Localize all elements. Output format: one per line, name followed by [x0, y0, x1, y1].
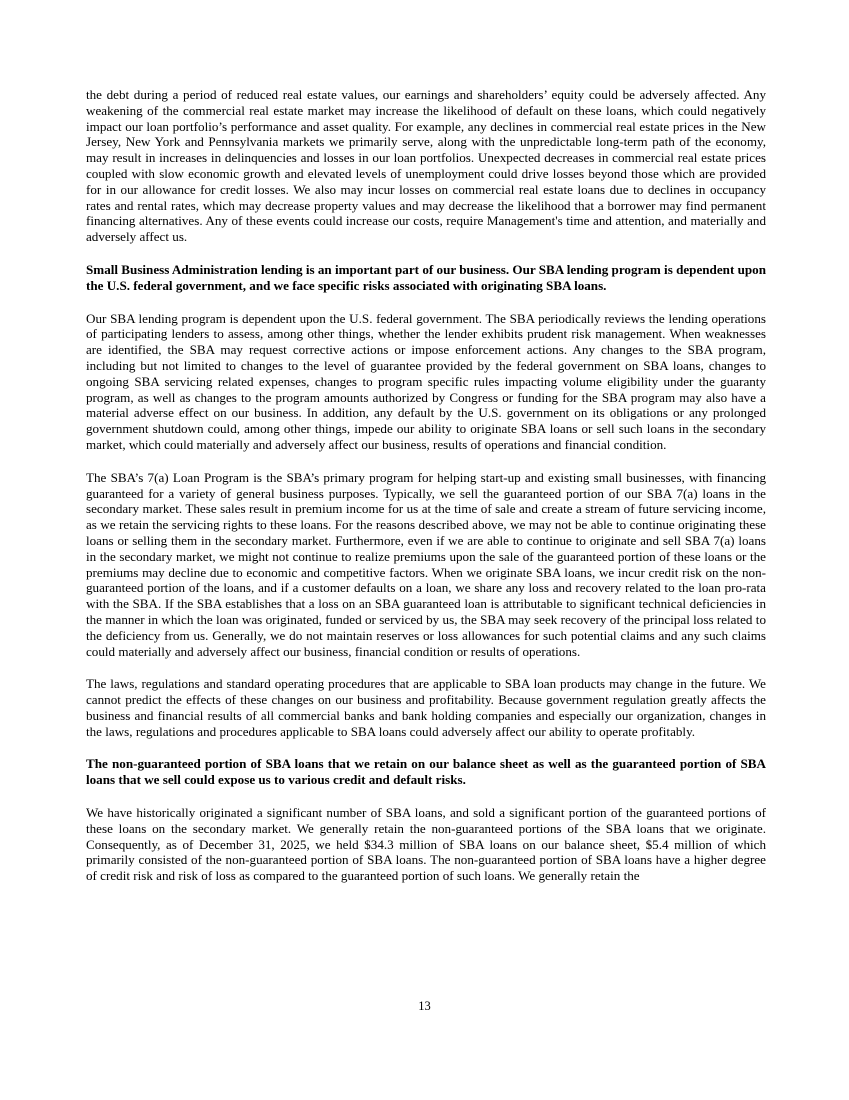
page-number: 13 — [418, 999, 431, 1013]
heading-sba-lending-risk: Small Business Administration lending is an important part of our business. Our SBA lending program is dependent upon the U.S. federal government, and we face specific risks associated with originating SBA loans. — [86, 261, 766, 293]
paragraph-sba-balance-sheet-holdings: We have historically originated a significant number of SBA loans, and sold a significant portion of the guaranteed portions of these loans on the secondary market. We generally retain the non-guaranteed portions of the SBA loans that we originate. Consequently, as of December 31, 2025, we held $34.3 million of SBA loans on our balance sheet, $5.4 million of which primarily consisted of the non-guaranteed portion of SBA loans. The non-guaranteed portion of SBA loans have a higher degree of credit risk and risk of loss as compared to the guaranteed portion of such loans. We generally retain the — [86, 805, 766, 884]
paragraph-sba-program-dependence: Our SBA lending program is dependent upon the U.S. federal government. The SBA periodically reviews the lending operations of participating lenders to assess, among other things, whether the lender exhibits prudent risk management. When weaknesses are identified, the SBA may request corrective actions or impose enforcement actions. Any changes to the SBA program, including but not limited to changes to the level of guarantee provided by the federal government on SBA loans, changes to ongoing SBA servicing related expenses, changes to program specific rules impacting volume eligibility under the guaranty program, as well as changes to the program amounts authorized by Congress or funding for the SBA program may also have a material adverse effect on our business. In addition, any default by the U.S. government on its obligations or any prolonged government shutdown could, among other things, impede our ability to originate SBA loans or sell such loans in the secondary market, which could materially and adversely affect our business, results of operations and financial condition. — [86, 310, 766, 452]
paragraph-commercial-real-estate-risk: the debt during a period of reduced real estate values, our earnings and shareholders’ equity could be adversely affected. Any weakening of the commercial real estate market may increase the likelihood of default on these loans, which could negatively impact our loan portfolio’s performance and asset quality. For example, any declines in commercial real estate prices in the New Jersey, New York and Pennsylvania markets we primarily serve, along with the unpredictable long-term path of the economy, may result in increases in delinquencies and losses in our loan portfolios. Unexpected decreases in commercial real estate prices coupled with slow economic growth and elevated levels of unemployment could drive losses beyond those which are provided for in our allowance for credit losses. We also may incur losses on commercial real estate loans due to declines in occupancy rates and rental rates, which may decrease property values and may decrease the likelihood that a borrower may find permanent financing alternatives. Any of these events could increase our costs, require Management's time and attention, and materially and adversely affect us. — [86, 87, 766, 245]
document-body — [86, 87, 766, 901]
paragraph-sba-regulation-changes: The laws, regulations and standard operating procedures that are applicable to SBA loan products may change in the future. We cannot predict the effects of these changes on our business and profitability. Because government regulation greatly affects the business and financial results of all commercial banks and bank holding companies and especially our organization, changes in the laws, regulations and procedures applicable to SBA loans could adversely affect our ability to operate profitably. — [86, 676, 766, 739]
paragraph-sba-7a-loan-program: The SBA’s 7(a) Loan Program is the SBA’s primary program for helping start-up and existing small businesses, with financing guaranteed for a variety of general business purposes. Typically, we sell the guaranteed portion of our SBA 7(a) loans in the secondary market. These sales result in premium income for us at the time of sale and create a stream of future servicing income, as we retain the servicing rights to these loans. For the reasons described above, we may not be able to continue originating these loans or selling them in the secondary market. Furthermore, even if we are able to continue to originate and sell SBA 7(a) loans in the secondary market, we might not continue to realize premiums upon the sale of the guaranteed portion of these loans or the premiums may decline due to economic and competitive factors. When we originate SBA loans, we incur credit risk on the non-guaranteed portion of the loans, and if a customer defaults on a loan, we share any loss and recovery related to the loan pro-rata with the SBA. If the SBA establishes that a loss on an SBA guaranteed loan is attributable to significant technical deficiencies in the manner in which the loan was originated, funded or serviced by us, the SBA may seek recovery of the principal loss related to the deficiency from us. Generally, we do not maintain reserves or loss allowances for such potential claims and any such claims could materially and adversely affect our business, financial condition or results of operations. — [86, 469, 766, 659]
heading-non-guaranteed-portion-risk: The non-guaranteed portion of SBA loans that we retain on our balance sheet as well as the guaranteed portion of SBA loans that we sell could expose us to various credit and default risks. — [86, 756, 766, 788]
